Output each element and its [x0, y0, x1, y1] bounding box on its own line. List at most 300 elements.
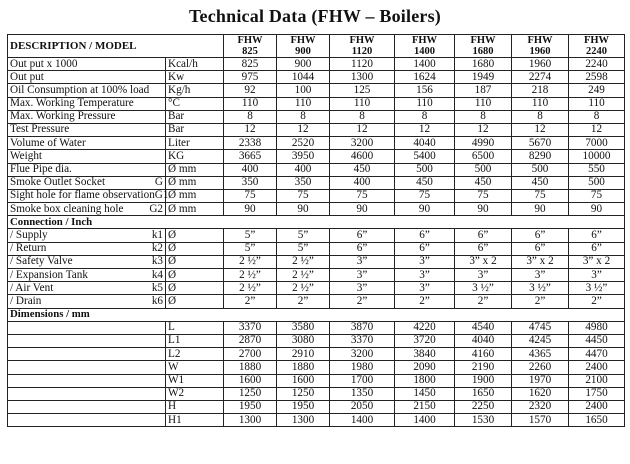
value-cell: 1300	[277, 414, 330, 427]
row-label-wrap	[10, 177, 163, 188]
value-cell: 90	[395, 203, 455, 216]
value-cell: 8	[569, 110, 625, 123]
value-cell: 12	[330, 123, 395, 136]
value-cell: 3”	[330, 269, 395, 282]
value-cell: 2 ½”	[224, 282, 277, 295]
value-cell: 8	[330, 110, 395, 123]
row-label	[8, 203, 166, 216]
value-cell: 900	[277, 58, 330, 71]
value-cell: 1980	[330, 361, 395, 374]
value-cell: 3 ½”	[569, 282, 625, 295]
model-header: FHW 900	[277, 35, 330, 58]
model-header: FHW 2240	[569, 35, 625, 58]
value-cell: 3950	[277, 150, 330, 163]
value-cell: 8290	[512, 150, 569, 163]
value-cell: 1350	[330, 387, 395, 400]
value-cell: 156	[395, 84, 455, 97]
value-cell: 1570	[512, 414, 569, 427]
value-cell: 2 ½”	[224, 255, 277, 268]
value-cell: 6”	[395, 242, 455, 255]
row-label-wrap	[10, 296, 163, 307]
row-label	[8, 334, 166, 347]
value-cell: 2”	[569, 295, 625, 308]
row-label	[8, 176, 166, 189]
row-code: k1	[151, 228, 163, 241]
table-body	[8, 58, 625, 427]
row-code: k3	[151, 255, 163, 268]
value-cell: 8	[455, 110, 512, 123]
value-cell: 6”	[455, 242, 512, 255]
table-row	[8, 189, 625, 202]
value-cell: 125	[330, 84, 395, 97]
model-header: FHW 1120	[330, 35, 395, 58]
row-label-wrap	[10, 256, 163, 267]
value-cell: 1600	[224, 374, 277, 387]
row-label	[8, 374, 166, 387]
row-code: G2	[149, 202, 163, 215]
row-label-wrap	[10, 243, 163, 254]
value-cell: 90	[569, 203, 625, 216]
row-label: Volume of Water	[8, 137, 166, 150]
value-cell: 90	[455, 203, 512, 216]
value-cell: 2338	[224, 137, 277, 150]
value-cell: 5”	[277, 229, 330, 242]
table-row	[8, 242, 625, 255]
row-unit: Ø mm	[166, 203, 224, 216]
row-label: Oil Consumption at 100% load	[8, 84, 166, 97]
row-label-text: / Air Vent	[10, 281, 54, 294]
value-cell: 8	[224, 110, 277, 123]
value-cell: 400	[224, 163, 277, 176]
value-cell: 975	[224, 71, 277, 84]
value-cell: 4600	[330, 150, 395, 163]
value-cell: 1650	[455, 387, 512, 400]
value-cell: 450	[455, 176, 512, 189]
value-cell: 3”	[395, 255, 455, 268]
value-cell: 4980	[569, 321, 625, 334]
model-header: FHW 1960	[512, 35, 569, 58]
value-cell: 100	[277, 84, 330, 97]
row-label-text: / Drain	[10, 294, 42, 307]
table-row	[8, 229, 625, 242]
value-cell: 2050	[330, 400, 395, 413]
value-cell: 1120	[330, 58, 395, 71]
value-cell: 5”	[277, 242, 330, 255]
dimension-code: L1	[166, 334, 224, 347]
value-cell: 90	[512, 203, 569, 216]
row-label	[8, 189, 169, 202]
value-cell: 2870	[224, 334, 277, 347]
value-cell: 2910	[277, 348, 330, 361]
row-code: G	[154, 176, 163, 189]
row-unit: Bar	[166, 110, 224, 123]
value-cell: 350	[277, 176, 330, 189]
value-cell: 8	[395, 110, 455, 123]
row-code: k2	[151, 242, 163, 255]
value-cell: 500	[395, 163, 455, 176]
value-cell: 1950	[224, 400, 277, 413]
value-cell: 2”	[224, 295, 277, 308]
dimension-code: W	[166, 361, 224, 374]
value-cell: 3 ½”	[512, 282, 569, 295]
value-cell: 110	[224, 97, 277, 110]
value-cell: 7000	[569, 137, 625, 150]
value-cell: 8	[277, 110, 330, 123]
value-cell: 4450	[569, 334, 625, 347]
row-unit: Kw	[166, 71, 224, 84]
value-cell: 2”	[395, 295, 455, 308]
value-cell: 110	[512, 97, 569, 110]
row-label: Out put	[8, 71, 166, 84]
value-cell: 2250	[455, 400, 512, 413]
value-cell: 3”	[395, 282, 455, 295]
value-cell: 6”	[512, 229, 569, 242]
table-row	[8, 361, 625, 374]
row-label-text: Smoke Outlet Socket	[10, 176, 106, 189]
value-cell: 2”	[455, 295, 512, 308]
value-cell: 1950	[277, 400, 330, 413]
table-row	[8, 400, 625, 413]
value-cell: 6500	[455, 150, 512, 163]
model-header: FHW 1400	[395, 35, 455, 58]
value-cell: 1960	[512, 58, 569, 71]
table-row	[8, 334, 625, 347]
value-cell: 75	[569, 189, 625, 202]
row-code: G1	[154, 189, 169, 202]
value-cell: 110	[330, 97, 395, 110]
row-label	[8, 361, 166, 374]
value-cell: 2 ½”	[277, 255, 330, 268]
row-unit: Kg/h	[166, 84, 224, 97]
row-label-text: Smoke box cleaning hole	[10, 202, 124, 215]
value-cell: 3”	[569, 269, 625, 282]
value-cell: 110	[455, 97, 512, 110]
value-cell: 92	[224, 84, 277, 97]
value-cell: 187	[455, 84, 512, 97]
value-cell: 1620	[512, 387, 569, 400]
value-cell: 249	[569, 84, 625, 97]
dimension-code: L	[166, 321, 224, 334]
value-cell: 3”	[395, 269, 455, 282]
row-code: k5	[151, 281, 163, 294]
row-unit: Liter	[166, 137, 224, 150]
row-unit: Ø mm	[166, 163, 224, 176]
value-cell: 2 ½”	[277, 282, 330, 295]
value-cell: 3”	[512, 269, 569, 282]
row-label-wrap	[10, 204, 163, 215]
row-label	[8, 269, 166, 282]
value-cell: 3665	[224, 150, 277, 163]
row-label-wrap	[10, 189, 169, 202]
value-cell: 110	[395, 97, 455, 110]
value-cell: 1600	[277, 374, 330, 387]
row-label: Out put x 1000	[8, 58, 166, 71]
row-label	[8, 282, 166, 295]
row-unit: Ø	[166, 282, 224, 295]
row-unit: Ø	[166, 269, 224, 282]
value-cell: 3200	[330, 348, 395, 361]
value-cell: 10000	[569, 150, 625, 163]
section-header-row	[8, 216, 625, 229]
value-cell: 5”	[224, 242, 277, 255]
row-unit: Ø	[166, 255, 224, 268]
value-cell: 4245	[512, 334, 569, 347]
value-cell: 2274	[512, 71, 569, 84]
value-cell: 12	[395, 123, 455, 136]
value-cell: 1300	[224, 414, 277, 427]
table-row	[8, 97, 625, 110]
value-cell: 4040	[455, 334, 512, 347]
row-label-text: / Expansion Tank	[10, 268, 88, 281]
row-label: Flue Pipe dia.	[8, 163, 166, 176]
value-cell: 2520	[277, 137, 330, 150]
value-cell: 1680	[455, 58, 512, 71]
value-cell: 2100	[569, 374, 625, 387]
row-unit: KG	[166, 150, 224, 163]
value-cell: 1400	[395, 58, 455, 71]
value-cell: 3”	[455, 269, 512, 282]
value-cell: 4540	[455, 321, 512, 334]
value-cell: 500	[455, 163, 512, 176]
dimension-code: H1	[166, 414, 224, 427]
value-cell: 550	[569, 163, 625, 176]
table-row	[8, 137, 625, 150]
value-cell: 1530	[455, 414, 512, 427]
table-row	[8, 150, 625, 163]
value-cell: 1880	[224, 361, 277, 374]
value-cell: 6”	[330, 229, 395, 242]
row-label-wrap	[10, 270, 163, 281]
value-cell: 2240	[569, 58, 625, 71]
row-label: Test Pressure	[8, 123, 166, 136]
value-cell: 2700	[224, 348, 277, 361]
value-cell: 500	[512, 163, 569, 176]
description-model-header: DESCRIPTION / MODEL	[8, 35, 224, 58]
value-cell: 2190	[455, 361, 512, 374]
technical-data-table	[7, 34, 625, 427]
row-label-wrap	[10, 283, 163, 294]
table-row	[8, 282, 625, 295]
row-unit: Ø mm	[166, 176, 224, 189]
value-cell: 3” x 2	[512, 255, 569, 268]
value-cell: 1250	[277, 387, 330, 400]
value-cell: 3200	[330, 137, 395, 150]
row-label	[8, 255, 166, 268]
row-unit: Bar	[166, 123, 224, 136]
table-row	[8, 123, 625, 136]
value-cell: 3580	[277, 321, 330, 334]
value-cell: 450	[395, 176, 455, 189]
dimension-code: W2	[166, 387, 224, 400]
value-cell: 12	[512, 123, 569, 136]
connection-section-title: Connection / Inch	[8, 216, 625, 229]
value-cell: 3” x 2	[455, 255, 512, 268]
value-cell: 75	[512, 189, 569, 202]
value-cell: 2320	[512, 400, 569, 413]
value-cell: 1650	[569, 414, 625, 427]
row-label	[8, 400, 166, 413]
value-cell: 3370	[330, 334, 395, 347]
value-cell: 3370	[224, 321, 277, 334]
page-title: Technical Data (FHW – Boilers)	[189, 6, 441, 26]
row-label	[8, 229, 166, 242]
value-cell: 2150	[395, 400, 455, 413]
row-label: Max. Working Pressure	[8, 110, 166, 123]
value-cell: 2”	[330, 295, 395, 308]
table-row	[8, 176, 625, 189]
value-cell: 1624	[395, 71, 455, 84]
value-cell: 3840	[395, 348, 455, 361]
value-cell: 90	[224, 203, 277, 216]
value-cell: 12	[569, 123, 625, 136]
value-cell: 1949	[455, 71, 512, 84]
row-label-text: / Return	[10, 242, 47, 255]
row-code: k6	[151, 294, 163, 307]
value-cell: 1700	[330, 374, 395, 387]
value-cell: 3720	[395, 334, 455, 347]
value-cell: 6”	[455, 229, 512, 242]
value-cell: 3”	[330, 282, 395, 295]
row-label-text: / Safety Valve	[10, 255, 73, 268]
row-code: k4	[151, 268, 163, 281]
value-cell: 4040	[395, 137, 455, 150]
row-label: Weight	[8, 150, 166, 163]
row-label	[8, 295, 166, 308]
value-cell: 2”	[277, 295, 330, 308]
value-cell: 1450	[395, 387, 455, 400]
value-cell: 218	[512, 84, 569, 97]
table-row	[8, 414, 625, 427]
value-cell: 350	[224, 176, 277, 189]
value-cell: 6”	[569, 229, 625, 242]
value-cell: 2400	[569, 400, 625, 413]
value-cell: 1400	[330, 414, 395, 427]
value-cell: 400	[277, 163, 330, 176]
value-cell: 1400	[395, 414, 455, 427]
value-cell: 3”	[330, 255, 395, 268]
table-row	[8, 295, 625, 308]
row-label-wrap	[10, 230, 163, 241]
value-cell: 12	[277, 123, 330, 136]
value-cell: 450	[512, 176, 569, 189]
row-label-text: / Supply	[10, 228, 48, 241]
value-cell: 75	[455, 189, 512, 202]
model-header: FHW 825	[224, 35, 277, 58]
value-cell: 1750	[569, 387, 625, 400]
value-cell: 500	[569, 176, 625, 189]
value-cell: 6”	[512, 242, 569, 255]
value-cell: 2260	[512, 361, 569, 374]
value-cell: 825	[224, 58, 277, 71]
table-row	[8, 321, 625, 334]
value-cell: 2090	[395, 361, 455, 374]
value-cell: 4745	[512, 321, 569, 334]
row-label	[8, 348, 166, 361]
table-row	[8, 387, 625, 400]
value-cell: 4470	[569, 348, 625, 361]
value-cell: 450	[330, 163, 395, 176]
value-cell: 400	[330, 176, 395, 189]
value-cell: 1044	[277, 71, 330, 84]
value-cell: 75	[395, 189, 455, 202]
row-label: Max. Working Temperature	[8, 97, 166, 110]
value-cell: 5”	[224, 229, 277, 242]
section-header-row	[8, 308, 625, 321]
table-row	[8, 255, 625, 268]
table-row	[8, 203, 625, 216]
value-cell: 110	[569, 97, 625, 110]
value-cell: 90	[330, 203, 395, 216]
value-cell: 1250	[224, 387, 277, 400]
row-label-text: Sight hole for flame observation	[10, 189, 155, 202]
value-cell: 110	[277, 97, 330, 110]
dimension-code: H	[166, 400, 224, 413]
value-cell: 4365	[512, 348, 569, 361]
row-label	[8, 321, 166, 334]
value-cell: 3” x 2	[569, 255, 625, 268]
value-cell: 1970	[512, 374, 569, 387]
row-unit: Ø	[166, 242, 224, 255]
dimension-code: W1	[166, 374, 224, 387]
row-label	[8, 242, 166, 255]
value-cell: 4220	[395, 321, 455, 334]
row-unit: Ø	[166, 229, 224, 242]
dimension-code: L2	[166, 348, 224, 361]
value-cell: 6”	[569, 242, 625, 255]
table-row	[8, 71, 625, 84]
value-cell: 3080	[277, 334, 330, 347]
table-row	[8, 163, 625, 176]
value-cell: 6”	[330, 242, 395, 255]
header-row	[8, 35, 625, 58]
value-cell: 4990	[455, 137, 512, 150]
value-cell: 2 ½”	[277, 269, 330, 282]
value-cell: 2400	[569, 361, 625, 374]
value-cell: 75	[277, 189, 330, 202]
value-cell: 3 ½”	[455, 282, 512, 295]
value-cell: 5670	[512, 137, 569, 150]
row-unit: Ø	[166, 295, 224, 308]
table-row	[8, 374, 625, 387]
row-label	[8, 414, 166, 427]
model-header: FHW 1680	[455, 35, 512, 58]
value-cell: 8	[512, 110, 569, 123]
value-cell: 75	[330, 189, 395, 202]
value-cell: 75	[224, 189, 277, 202]
value-cell: 5400	[395, 150, 455, 163]
table-row	[8, 348, 625, 361]
table-row	[8, 58, 625, 71]
row-unit: Ø mm	[166, 189, 224, 202]
table-row	[8, 110, 625, 123]
value-cell: 3870	[330, 321, 395, 334]
table-row	[8, 269, 625, 282]
value-cell: 12	[224, 123, 277, 136]
dimensions-section-title: Dimensions / mm	[8, 308, 625, 321]
value-cell: 1880	[277, 361, 330, 374]
value-cell: 1800	[395, 374, 455, 387]
value-cell: 1900	[455, 374, 512, 387]
row-unit: Kcal/h	[166, 58, 224, 71]
value-cell: 1300	[330, 71, 395, 84]
value-cell: 90	[277, 203, 330, 216]
value-cell: 4160	[455, 348, 512, 361]
table-row	[8, 84, 625, 97]
value-cell: 2 ½”	[224, 269, 277, 282]
value-cell: 2”	[512, 295, 569, 308]
row-label	[8, 387, 166, 400]
value-cell: 6”	[395, 229, 455, 242]
